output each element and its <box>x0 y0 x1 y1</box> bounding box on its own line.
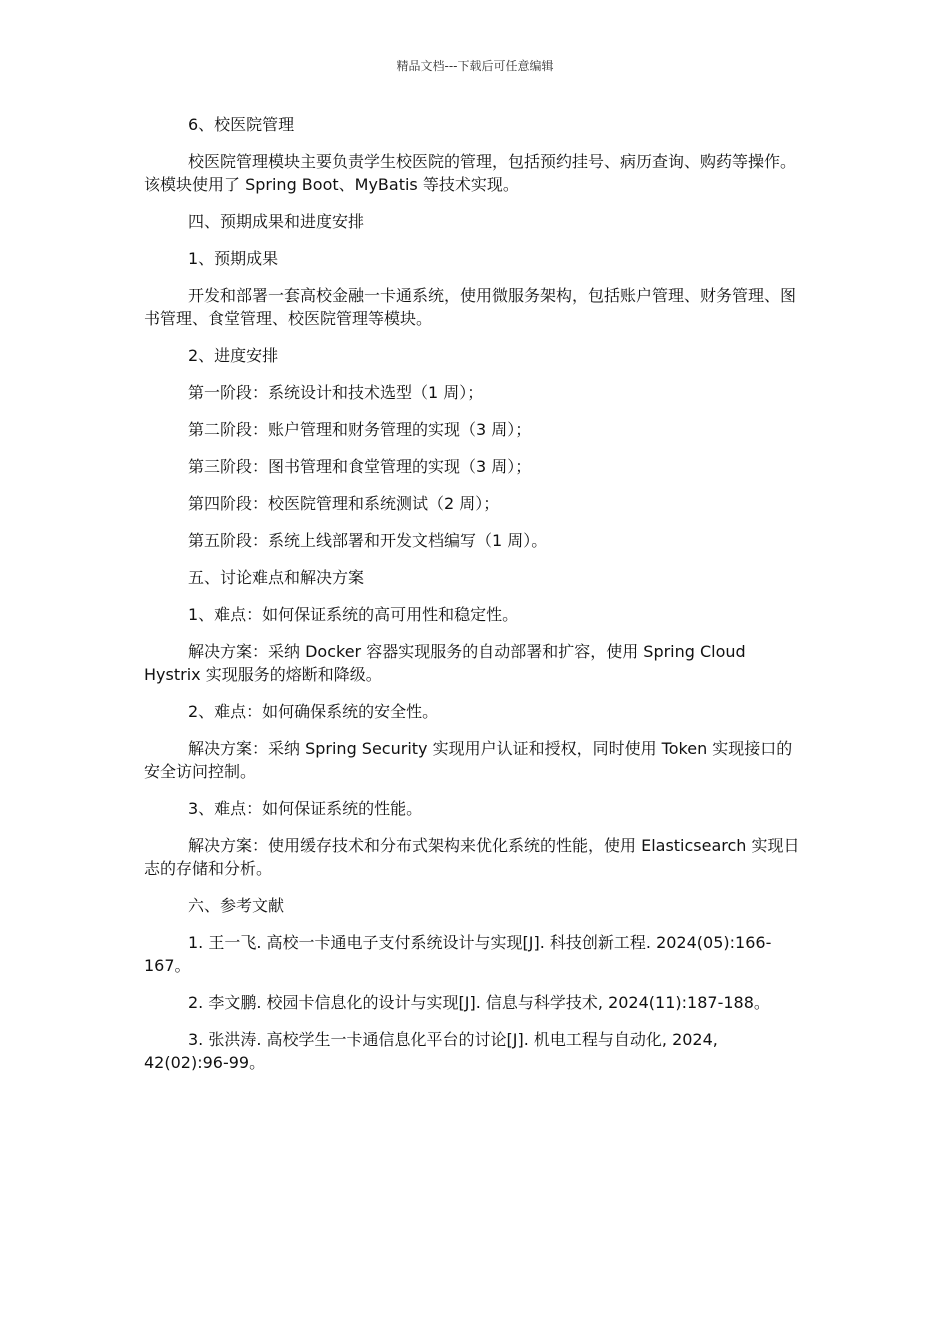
solution-paragraph: 解决方案：使用缓存技术和分布式架构来优化系统的性能，使用 Elasticsearch 实现日志的存储和分析。 <box>144 836 800 878</box>
section-heading: 五、讨论难点和解决方案 <box>188 568 365 587</box>
section-heading: 四、预期成果和进度安排 <box>188 212 365 231</box>
section-heading: 2、进度安排 <box>188 346 279 365</box>
section-heading: 六、参考文献 <box>188 896 285 915</box>
difficulty-item: 2、难点：如何确保系统的安全性。 <box>188 702 439 721</box>
section-heading: 1、预期成果 <box>188 249 279 268</box>
reference-item: 3. 张洪涛. 高校学生一卡通信息化平台的讨论[J]. 机电工程与自动化, 2024, 42(02):96-99。 <box>144 1030 718 1072</box>
schedule-item: 第四阶段：校医院管理和系统测试（2 周）； <box>188 494 500 513</box>
schedule-item: 第三阶段：图书管理和食堂管理的实现（3 周）； <box>188 457 532 476</box>
difficulty-item: 1、难点：如何保证系统的高可用性和稳定性。 <box>188 605 519 624</box>
paragraph: 开发和部署一套高校金融一卡通系统，使用微服务架构，包括账户管理、财务管理、图书管理、食堂管理、校医院管理等模块。 <box>144 286 797 328</box>
page-header: 精品文档---下载后可任意编辑 <box>396 59 554 73</box>
schedule-item: 第二阶段：账户管理和财务管理的实现（3 周）； <box>188 420 532 439</box>
schedule-item: 第五阶段：系统上线部署和开发文档编写（1 周）。 <box>188 531 548 550</box>
document-body <box>144 113 806 1088</box>
paragraph: 校医院管理模块主要负责学生校医院的管理，包括预约挂号、病历查询、购药等操作。该模块使用了 Spring Boot、MyBatis 等技术实现。 <box>144 152 797 194</box>
reference-item: 2. 李文鹏. 校园卡信息化的设计与实现[J]. 信息与科学技术, 2024(11):187-188。 <box>188 993 770 1012</box>
section-heading: 6、校医院管理 <box>188 115 295 134</box>
solution-paragraph: 解决方案：采纳 Docker 容器实现服务的自动部署和扩容，使用 Spring Cloud Hystrix 实现服务的熔断和降级。 <box>144 642 746 684</box>
reference-item: 1. 王一飞. 高校一卡通电子支付系统设计与实现[J]. 科技创新工程. 2024(05):166-167。 <box>144 933 772 975</box>
schedule-item: 第一阶段：系统设计和技术选型（1 周）； <box>188 383 484 402</box>
difficulty-item: 3、难点：如何保证系统的性能。 <box>188 799 423 818</box>
solution-paragraph: 解决方案：采纳 Spring Security 实现用户认证和授权，同时使用 Token 实现接口的安全访问控制。 <box>144 739 793 781</box>
